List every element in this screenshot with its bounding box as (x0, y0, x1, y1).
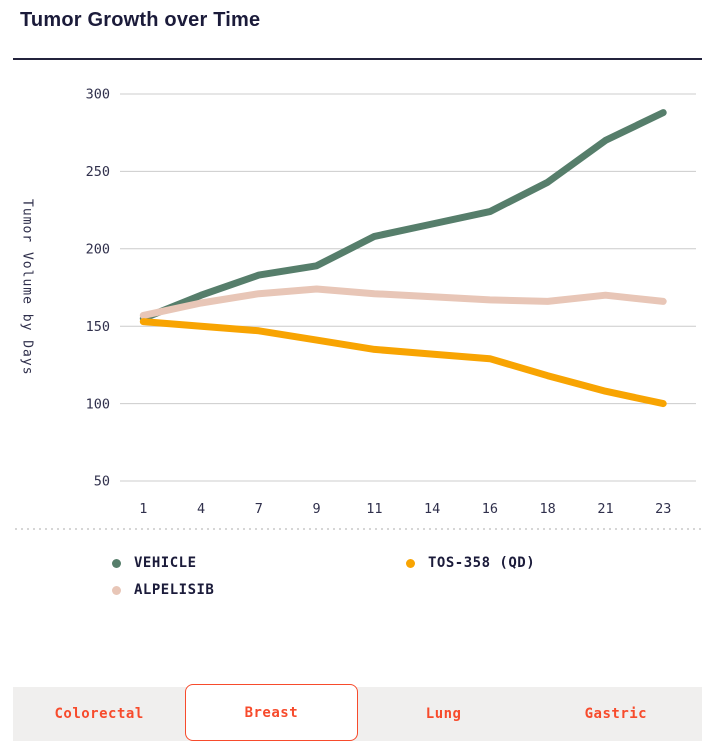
y-axis-title: Tumor Volume by Days (19, 199, 35, 376)
legend-item-0[interactable] (112, 555, 197, 571)
legend-dot-icon (112, 559, 121, 568)
legend-item-1[interactable] (406, 555, 535, 571)
tab-breast[interactable]: Breast (185, 684, 357, 741)
chart-legend (0, 548, 715, 608)
legend-dot-icon (406, 559, 415, 568)
title-divider (13, 58, 702, 60)
legend-label: VEHICLE (134, 555, 197, 571)
series-line-2 (143, 322, 663, 404)
y-tick-label: 150 (85, 318, 110, 335)
x-tick-label: 1 (139, 501, 148, 517)
x-tick-label: 9 (312, 501, 321, 517)
x-tick-label: 14 (424, 501, 441, 517)
tab-gastric[interactable]: Gastric (530, 687, 702, 741)
x-tick-label: 18 (539, 501, 556, 517)
x-tick-label: 11 (366, 501, 383, 517)
x-tick-label: 16 (481, 501, 499, 517)
x-tick-label: 7 (254, 501, 263, 517)
tab-lung[interactable]: Lung (358, 687, 530, 741)
tab-colorectal[interactable]: Colorectal (13, 687, 185, 741)
x-tick-label: 23 (655, 501, 672, 517)
y-tick-label: 50 (93, 473, 110, 490)
legend-label: ALPELISIB (134, 582, 215, 598)
legend-item-2[interactable] (112, 582, 214, 598)
y-tick-label: 250 (85, 164, 110, 181)
y-tick-label: 300 (85, 86, 110, 103)
legend-label: TOS-358 (QD) (428, 555, 536, 571)
page-title: Tumor Growth over Time (20, 9, 261, 31)
legend-dot-icon (112, 586, 121, 595)
tumor-growth-line-chart (0, 70, 715, 540)
x-tick-label: 21 (597, 501, 614, 517)
series-line-1 (143, 289, 663, 315)
x-tick-label: 4 (196, 501, 206, 517)
series-line-0 (143, 113, 663, 319)
y-tick-label: 200 (85, 241, 110, 258)
y-tick-label: 100 (85, 396, 110, 413)
tumor-type-tab-bar (13, 687, 702, 741)
